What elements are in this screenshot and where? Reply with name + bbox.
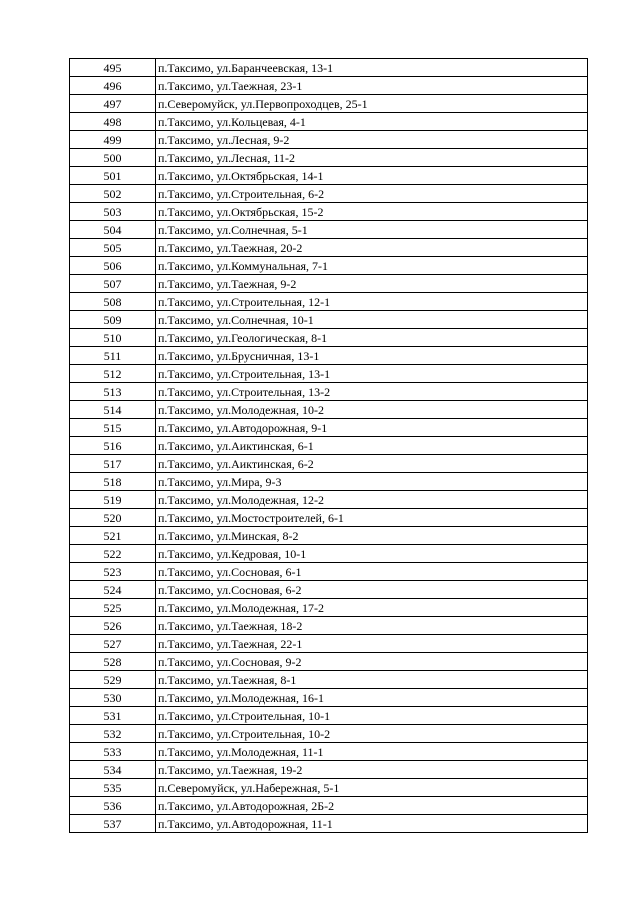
table-row xyxy=(70,509,588,527)
table-row xyxy=(70,617,588,635)
table-row xyxy=(70,275,588,293)
table-row xyxy=(70,203,588,221)
table-row xyxy=(70,293,588,311)
table-row xyxy=(70,563,588,581)
table-row xyxy=(70,239,588,257)
table-row xyxy=(70,761,588,779)
row-number-cell: 500 xyxy=(70,149,156,167)
address-cell: п.Таксимо, ул.Аиктинская, 6-1 xyxy=(156,437,588,455)
table-row xyxy=(70,527,588,545)
table-row xyxy=(70,491,588,509)
address-cell: п.Таксимо, ул.Таежная, 18-2 xyxy=(156,617,588,635)
row-number-cell: 505 xyxy=(70,239,156,257)
table-row xyxy=(70,329,588,347)
address-cell: п.Таксимо, ул.Октябрьская, 14-1 xyxy=(156,167,588,185)
table-row xyxy=(70,455,588,473)
table-row xyxy=(70,401,588,419)
address-cell: п.Таксимо, ул.Октябрьская, 15-2 xyxy=(156,203,588,221)
row-number-cell: 531 xyxy=(70,707,156,725)
address-cell: п.Таксимо, ул.Автодорожная, 2Б-2 xyxy=(156,797,588,815)
address-table-body xyxy=(70,59,588,833)
row-number-cell: 530 xyxy=(70,689,156,707)
table-row xyxy=(70,599,588,617)
address-cell: п.Таксимо, ул.Сосновая, 9-2 xyxy=(156,653,588,671)
table-row xyxy=(70,77,588,95)
table-row xyxy=(70,383,588,401)
row-number-cell: 499 xyxy=(70,131,156,149)
address-cell: п.Таксимо, ул.Строительная, 10-1 xyxy=(156,707,588,725)
address-cell: п.Таксимо, ул.Баранчеевская, 13-1 xyxy=(156,59,588,77)
table-row xyxy=(70,167,588,185)
address-cell: п.Таксимо, ул.Аиктинская, 6-2 xyxy=(156,455,588,473)
row-number-cell: 508 xyxy=(70,293,156,311)
address-cell: п.Таксимо, ул.Строительная, 6-2 xyxy=(156,185,588,203)
address-cell: п.Северомуйск, ул.Первопроходцев, 25-1 xyxy=(156,95,588,113)
address-cell: п.Таксимо, ул.Молодежная, 16-1 xyxy=(156,689,588,707)
table-row xyxy=(70,95,588,113)
table-row xyxy=(70,347,588,365)
table-row xyxy=(70,221,588,239)
address-cell: п.Таксимо, ул.Брусничная, 13-1 xyxy=(156,347,588,365)
address-cell: п.Таксимо, ул.Кольцевая, 4-1 xyxy=(156,113,588,131)
row-number-cell: 520 xyxy=(70,509,156,527)
address-cell: п.Таксимо, ул.Лесная, 9-2 xyxy=(156,131,588,149)
address-cell: п.Таксимо, ул.Молодежная, 17-2 xyxy=(156,599,588,617)
row-number-cell: 501 xyxy=(70,167,156,185)
row-number-cell: 525 xyxy=(70,599,156,617)
row-number-cell: 504 xyxy=(70,221,156,239)
address-cell: п.Таксимо, ул.Строительная, 12-1 xyxy=(156,293,588,311)
table-row xyxy=(70,59,588,77)
row-number-cell: 507 xyxy=(70,275,156,293)
address-cell: п.Таксимо, ул.Коммунальная, 7-1 xyxy=(156,257,588,275)
row-number-cell: 526 xyxy=(70,617,156,635)
table-row xyxy=(70,131,588,149)
row-number-cell: 523 xyxy=(70,563,156,581)
row-number-cell: 510 xyxy=(70,329,156,347)
table-row xyxy=(70,311,588,329)
address-cell: п.Таксимо, ул.Кедровая, 10-1 xyxy=(156,545,588,563)
row-number-cell: 502 xyxy=(70,185,156,203)
address-cell: п.Таксимо, ул.Солнечная, 10-1 xyxy=(156,311,588,329)
table-row xyxy=(70,581,588,599)
address-cell: п.Таксимо, ул.Таежная, 19-2 xyxy=(156,761,588,779)
address-cell: п.Таксимо, ул.Сосновая, 6-2 xyxy=(156,581,588,599)
table-row xyxy=(70,113,588,131)
table-row xyxy=(70,815,588,833)
row-number-cell: 517 xyxy=(70,455,156,473)
table-row xyxy=(70,707,588,725)
address-cell: п.Таксимо, ул.Молодежная, 10-2 xyxy=(156,401,588,419)
table-row xyxy=(70,689,588,707)
table-row xyxy=(70,473,588,491)
table-row xyxy=(70,149,588,167)
address-cell: п.Таксимо, ул.Строительная, 13-2 xyxy=(156,383,588,401)
table-row xyxy=(70,185,588,203)
row-number-cell: 536 xyxy=(70,797,156,815)
table-row xyxy=(70,257,588,275)
address-cell: п.Таксимо, ул.Таежная, 20-2 xyxy=(156,239,588,257)
address-table xyxy=(69,58,588,833)
table-row xyxy=(70,797,588,815)
address-cell: п.Таксимо, ул.Геологическая, 8-1 xyxy=(156,329,588,347)
row-number-cell: 534 xyxy=(70,761,156,779)
row-number-cell: 535 xyxy=(70,779,156,797)
row-number-cell: 529 xyxy=(70,671,156,689)
row-number-cell: 528 xyxy=(70,653,156,671)
table-row xyxy=(70,419,588,437)
row-number-cell: 515 xyxy=(70,419,156,437)
address-cell: п.Таксимо, ул.Минская, 8-2 xyxy=(156,527,588,545)
table-row xyxy=(70,653,588,671)
address-cell: п.Таксимо, ул.Таежная, 9-2 xyxy=(156,275,588,293)
table-row xyxy=(70,725,588,743)
row-number-cell: 519 xyxy=(70,491,156,509)
address-cell: п.Таксимо, ул.Сосновая, 6-1 xyxy=(156,563,588,581)
table-row xyxy=(70,671,588,689)
row-number-cell: 495 xyxy=(70,59,156,77)
address-cell: п.Таксимо, ул.Строительная, 10-2 xyxy=(156,725,588,743)
row-number-cell: 514 xyxy=(70,401,156,419)
address-cell: п.Северомуйск, ул.Набережная, 5-1 xyxy=(156,779,588,797)
address-cell: п.Таксимо, ул.Таежная, 22-1 xyxy=(156,635,588,653)
row-number-cell: 506 xyxy=(70,257,156,275)
address-cell: п.Таксимо, ул.Молодежная, 12-2 xyxy=(156,491,588,509)
row-number-cell: 509 xyxy=(70,311,156,329)
table-row xyxy=(70,365,588,383)
table-row xyxy=(70,635,588,653)
address-cell: п.Таксимо, ул.Автодорожная, 11-1 xyxy=(156,815,588,833)
row-number-cell: 497 xyxy=(70,95,156,113)
address-cell: п.Таксимо, ул.Строительная, 13-1 xyxy=(156,365,588,383)
row-number-cell: 512 xyxy=(70,365,156,383)
address-cell: п.Таксимо, ул.Мостостроителей, 6-1 xyxy=(156,509,588,527)
row-number-cell: 511 xyxy=(70,347,156,365)
address-cell: п.Таксимо, ул.Молодежная, 11-1 xyxy=(156,743,588,761)
address-cell: п.Таксимо, ул.Лесная, 11-2 xyxy=(156,149,588,167)
table-row xyxy=(70,743,588,761)
address-cell: п.Таксимо, ул.Автодорожная, 9-1 xyxy=(156,419,588,437)
row-number-cell: 533 xyxy=(70,743,156,761)
row-number-cell: 522 xyxy=(70,545,156,563)
row-number-cell: 516 xyxy=(70,437,156,455)
row-number-cell: 532 xyxy=(70,725,156,743)
row-number-cell: 518 xyxy=(70,473,156,491)
address-cell: п.Таксимо, ул.Таежная, 23-1 xyxy=(156,77,588,95)
row-number-cell: 521 xyxy=(70,527,156,545)
address-cell: п.Таксимо, ул.Мира, 9-3 xyxy=(156,473,588,491)
row-number-cell: 527 xyxy=(70,635,156,653)
row-number-cell: 496 xyxy=(70,77,156,95)
row-number-cell: 537 xyxy=(70,815,156,833)
row-number-cell: 503 xyxy=(70,203,156,221)
table-row xyxy=(70,437,588,455)
address-cell: п.Таксимо, ул.Солнечная, 5-1 xyxy=(156,221,588,239)
row-number-cell: 513 xyxy=(70,383,156,401)
table-row xyxy=(70,545,588,563)
address-cell: п.Таксимо, ул.Таежная, 8-1 xyxy=(156,671,588,689)
table-row xyxy=(70,779,588,797)
row-number-cell: 498 xyxy=(70,113,156,131)
row-number-cell: 524 xyxy=(70,581,156,599)
